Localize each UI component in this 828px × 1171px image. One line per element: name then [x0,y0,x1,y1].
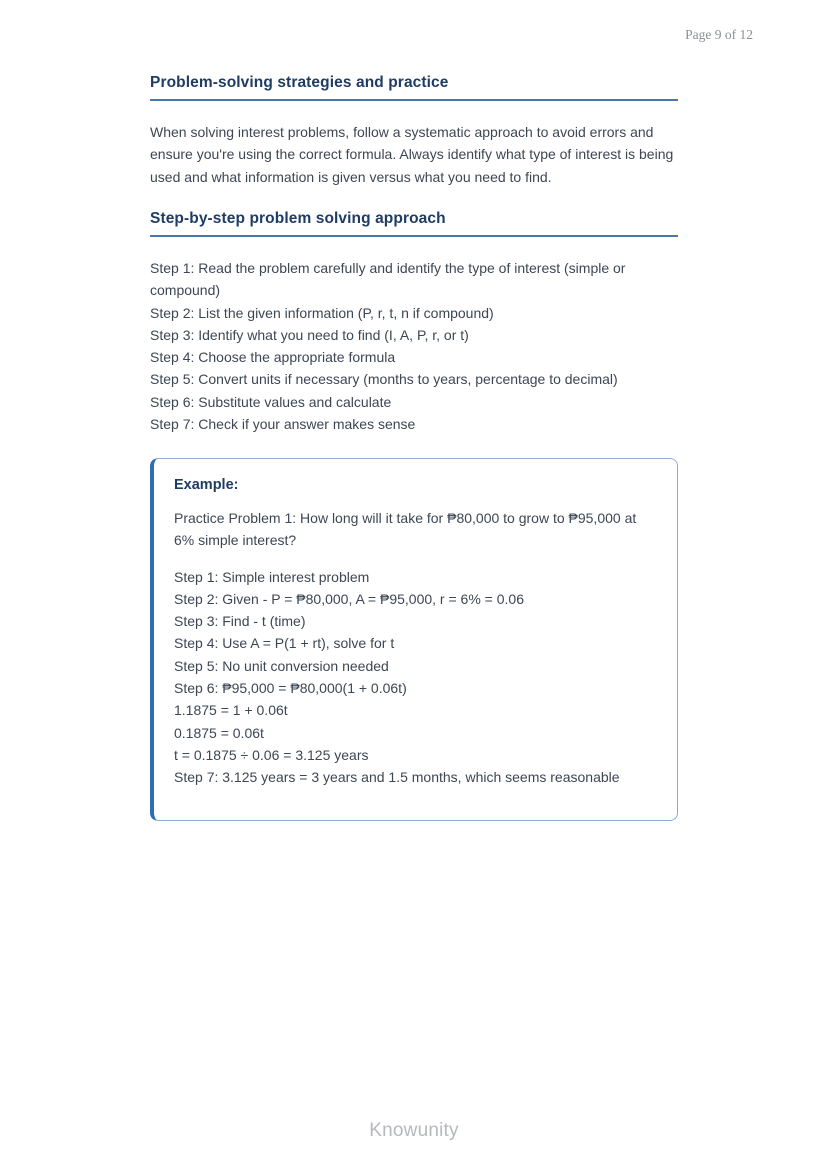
example-problem-line: 6% simple interest? [174,532,297,549]
page-number: Page 9 of 12 [685,27,753,42]
footer-brand-knowunity: Knowunity [369,1120,459,1141]
example-solution [174,566,657,789]
example-problem [174,507,657,552]
approach-step: Step 2: List the given information (P, r, t, n if compound) [150,304,494,321]
approach-step: Step 5: Convert units if necessary (months to years, percentage to decimal) [150,371,618,388]
solution-line: Step 6: ₱95,000 = ₱80,000(1 + 0.06t) [174,680,407,697]
solution-line: Step 5: No unit conversion needed [174,657,389,674]
section-rule [150,235,678,237]
example-problem-line: Practice Problem 1: How long will it take for ₱80,000 to grow to ₱95,000 at [174,510,637,526]
solution-line: Step 4: Use A = P(1 + rt), solve for t [174,635,395,652]
solution-line: Step 7: 3.125 years = 3 years and 1.5 months, which seems reasonable [174,769,620,786]
approach-step: Step 1: Read the problem carefully and identify the type of interest (simple or compound) [150,260,626,299]
solution-line: 0.1875 = 0.06t [174,724,264,741]
example-label: Example: [174,477,239,493]
intro-paragraph: When solving interest problems, follow a systematic approach to avoid errors and ensure you're using the correct formula. Always identify what type of interest is being used and what information is given versus what you need to find. [150,124,674,185]
approach-step: Step 7: Check if your answer makes sense [150,416,416,433]
solution-line: Step 2: Given - P = ₱80,000, A = ₱95,000, r = 6% = 0.06 [174,590,524,607]
approach-steps-list [150,257,678,435]
approach-step: Step 3: Identify what you need to find (I, A, P, r, or t) [150,326,469,343]
example-callout-box [150,458,678,821]
solution-line: t = 0.1875 ÷ 0.06 = 3.125 years [174,746,369,763]
solution-line: 1.1875 = 1 + 0.06t [174,702,288,719]
approach-step: Step 6: Substitute values and calculate [150,393,392,410]
section-title-step-by-step: Step-by-step problem solving approach [150,210,446,227]
section-rule [150,99,678,101]
solution-line: Step 3: Find - t (time) [174,613,306,630]
solution-line: Step 1: Simple interest problem [174,568,370,585]
approach-step: Step 4: Choose the appropriate formula [150,349,396,366]
section-title-problem-solving: Problem-solving strategies and practice [150,74,449,91]
